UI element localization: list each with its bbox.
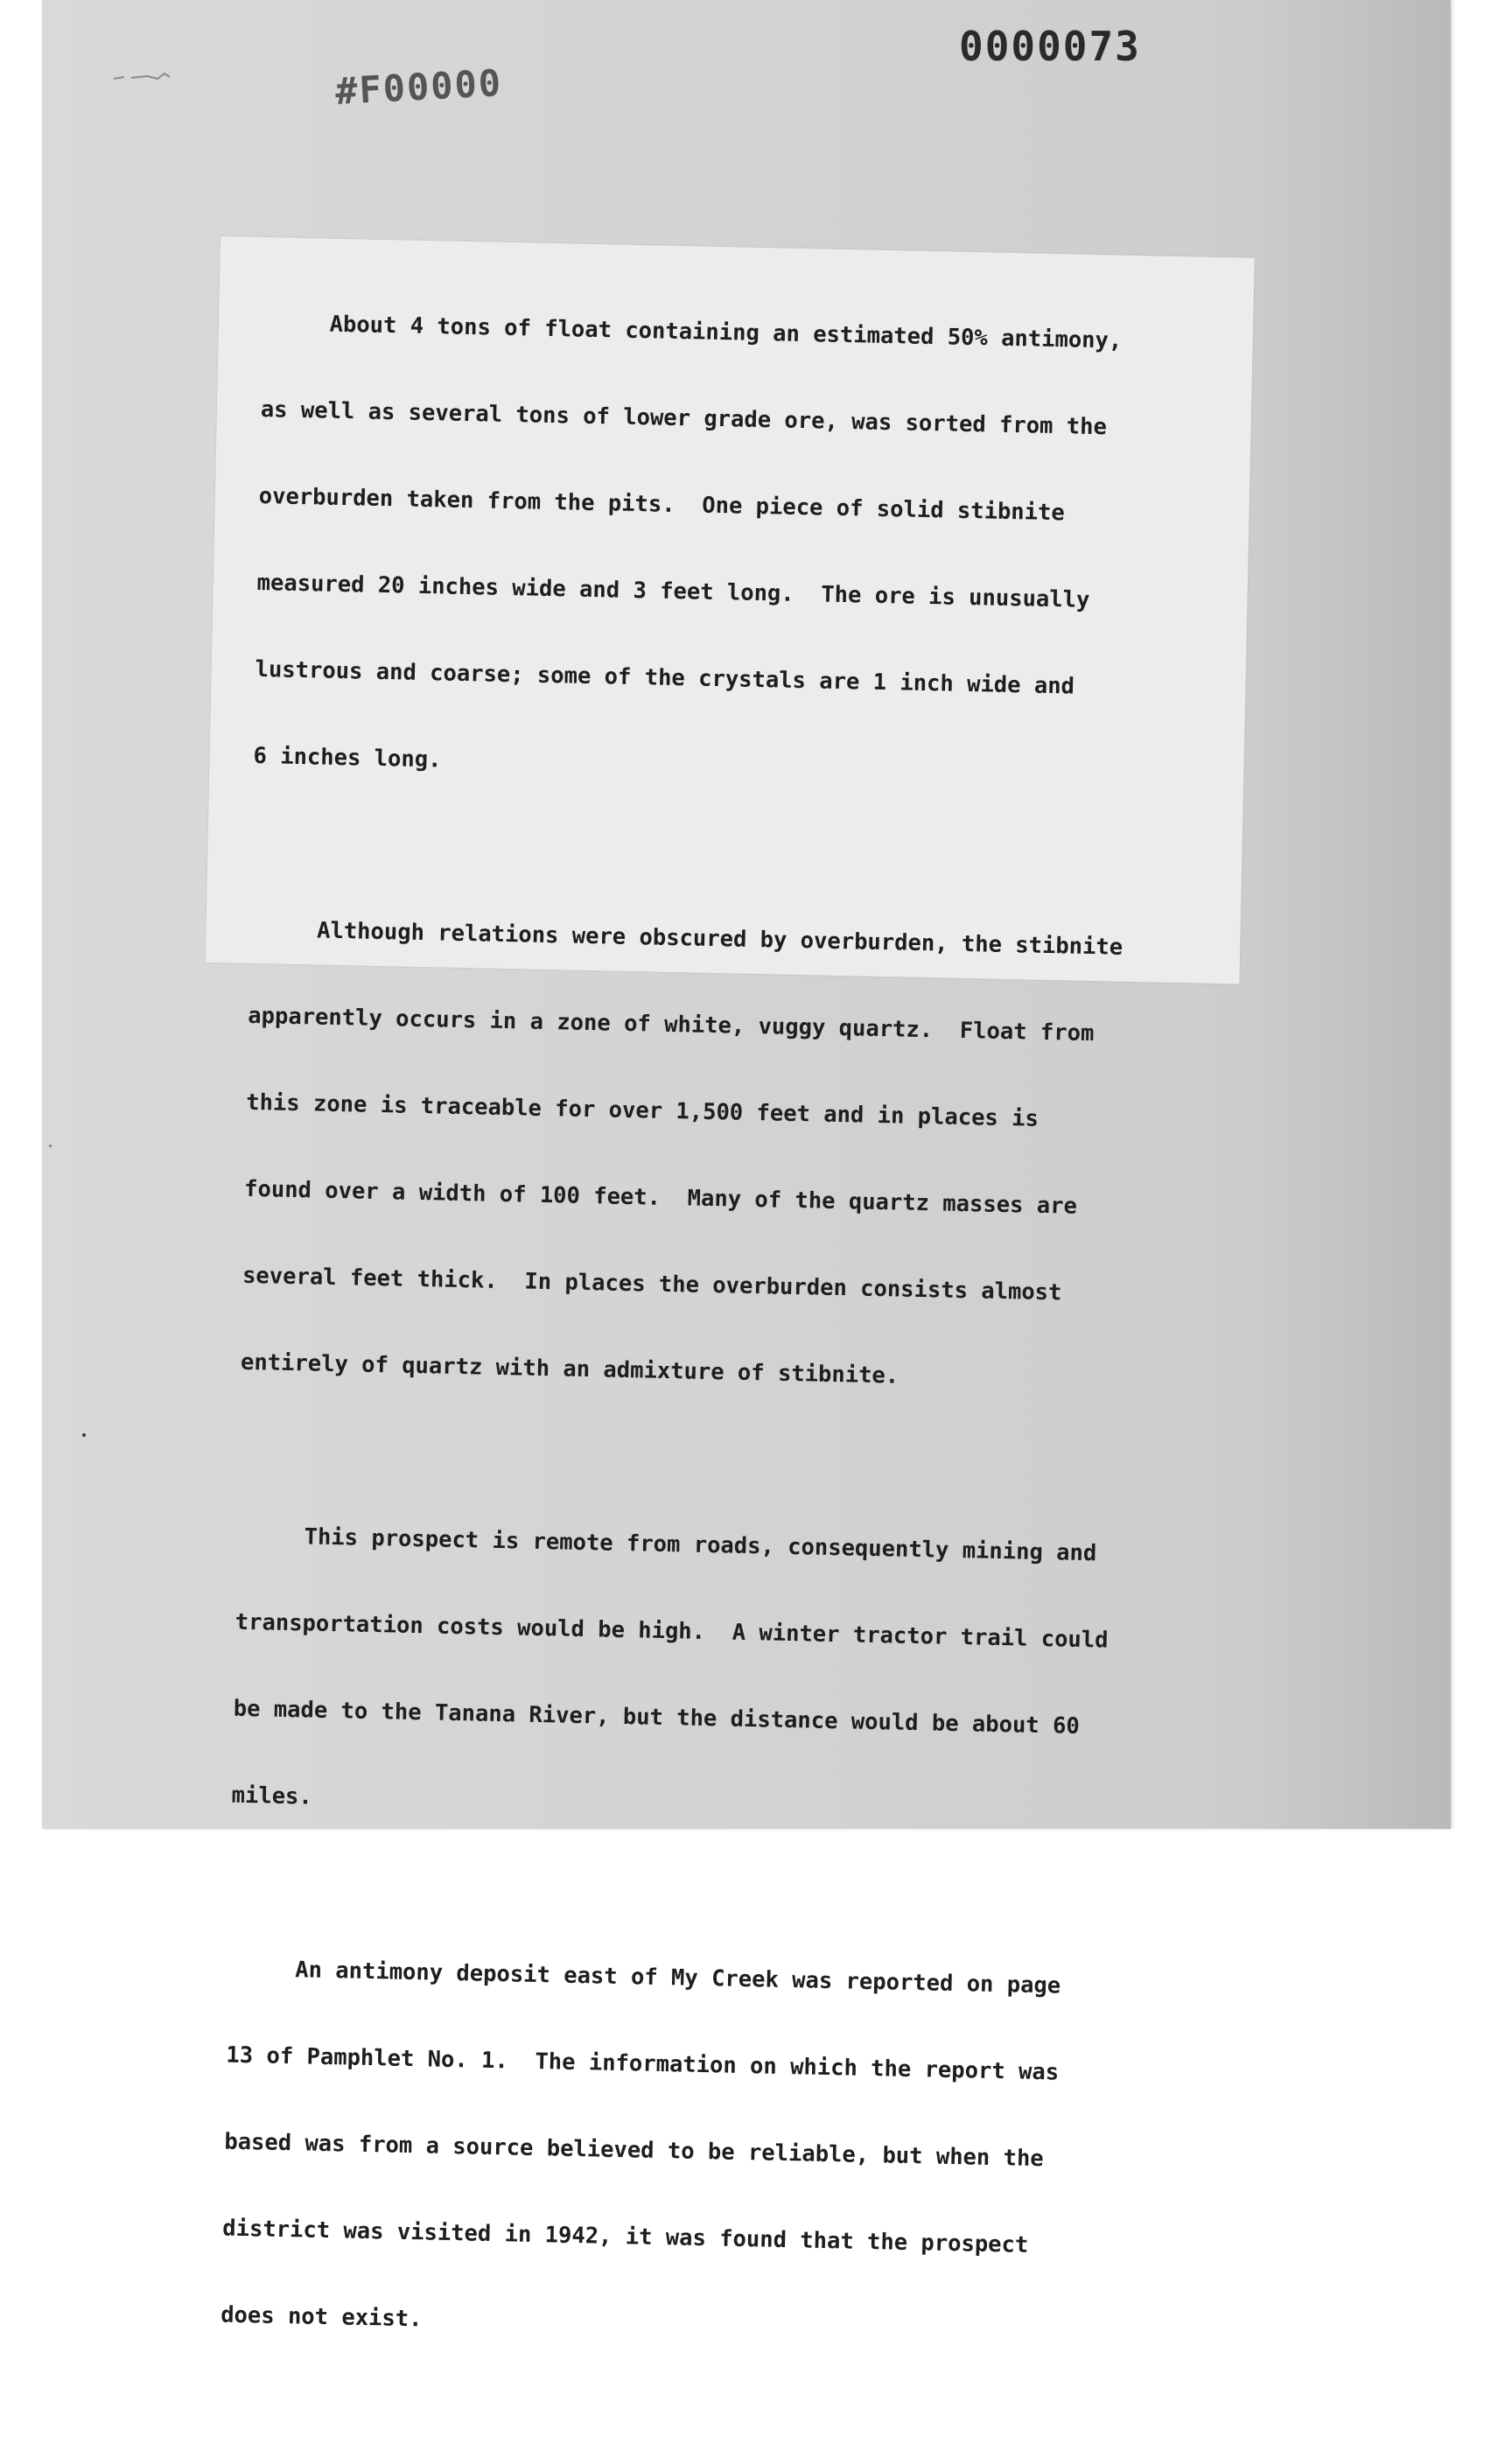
text-line: 6 inches long. bbox=[253, 742, 442, 774]
text-line: based was from a source believed to be reliable, but when the bbox=[224, 2128, 1045, 2173]
text-line: apparently occurs in a zone of white, vuggy quartz. Float from bbox=[248, 1002, 1095, 1047]
text-line: This prospect is remote from roads, consequently mining and bbox=[236, 1522, 1097, 1567]
text-line: 13 of Pamphlet No. 1. The information on which the report was bbox=[226, 2041, 1060, 2086]
pencil-mark bbox=[112, 68, 191, 86]
paper-speck bbox=[49, 1145, 52, 1147]
frame-number-stamp: #F00000 bbox=[334, 61, 504, 113]
paragraph-quartz-zone bbox=[239, 858, 1222, 1455]
text-line: lustrous and coarse; some of the crystals are 1 inch wide and bbox=[255, 655, 1075, 700]
text-line: district was visited in 1942, it was found that the prospect bbox=[222, 2215, 1029, 2258]
text-line: does not exist. bbox=[220, 2301, 423, 2333]
text-line: overburden taken from the pits. One piece of solid stibnite bbox=[258, 482, 1066, 527]
document-number-stamp: 0000073 bbox=[959, 23, 1141, 70]
text-line: miles. bbox=[231, 1782, 313, 1810]
text-line: as well as several tons of lower grade ore, was sorted from the bbox=[260, 396, 1108, 441]
text-line: measured 20 inches wide and 3 feet long. The ore is unusually bbox=[256, 569, 1090, 613]
text-line: found over a width of 100 feet. Many of the quartz masses are bbox=[243, 1175, 1078, 1220]
typed-note-card bbox=[206, 236, 1255, 2333]
text-line: several feet thick. In places the overburden consists almost bbox=[242, 1262, 1062, 1306]
text-line: this zone is traceable for over 1,500 feet and in places is bbox=[245, 1089, 1040, 1132]
paper-speck bbox=[82, 1433, 86, 1437]
paragraph-antimony-float bbox=[252, 251, 1236, 849]
text-line: An antimony deposit east of My Creek was reported on page bbox=[228, 1955, 1061, 1999]
paragraph-my-creek-deposit bbox=[220, 1897, 1201, 2408]
text-line: transportation costs would be high. A winter tractor trail could bbox=[234, 1608, 1109, 1654]
paragraph-transportation bbox=[230, 1464, 1209, 1888]
typed-text-block bbox=[219, 251, 1236, 2437]
text-line: Although relations were obscured by overburden, the stibnite bbox=[249, 915, 1124, 961]
text-line: About 4 tons of float containing an estimated 50% antimony, bbox=[262, 310, 1123, 354]
text-line: entirely of quartz with an admixture of stibnite. bbox=[240, 1348, 900, 1390]
text-line: be made to the Tanana River, but the distance would be about 60 bbox=[233, 1695, 1081, 1740]
